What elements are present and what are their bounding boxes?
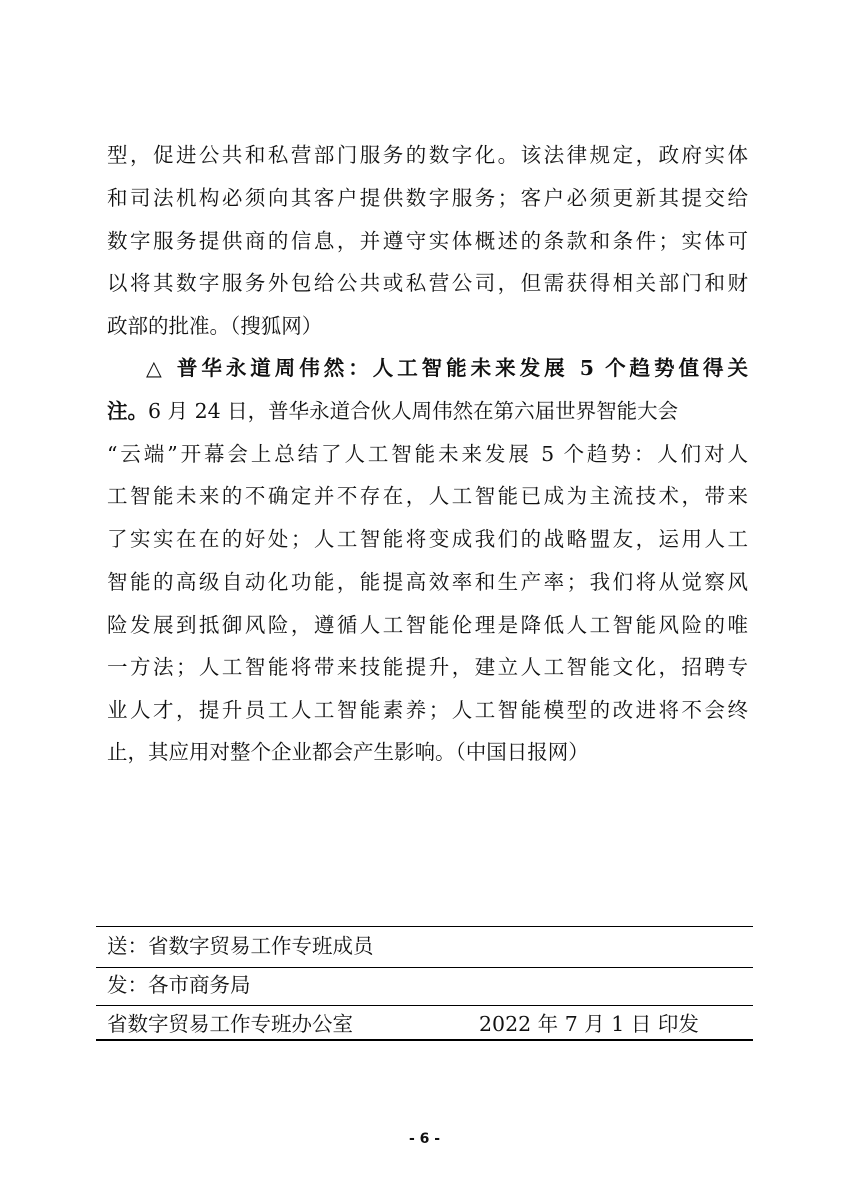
footer-bottom-rule xyxy=(96,1039,753,1041)
paragraph-1-line-5: 政部的批准。（搜狐网） xyxy=(107,314,323,338)
news-heading: △ 普华永道周伟然：人工智能未来发展 5 个趋势值得关 xyxy=(146,356,748,380)
paragraph-2-line-3: 了实实在在的好处；人工智能将变成我们的战略盟友，运用人工 xyxy=(107,527,748,551)
footer-top-rule xyxy=(96,926,753,927)
footer-middle-rule xyxy=(96,967,753,968)
news-heading-end: 注。 xyxy=(107,399,148,423)
paragraph-2-line-5: 险发展到抵御风险，遵循人工智能伦理是降低人工智能风险的唯 xyxy=(107,613,748,637)
paragraph-2-line-2: 工智能未来的不确定并不存在，人工智能已成为主流技术，带来 xyxy=(107,484,748,508)
paragraph-2-line-7: 业人才，提升员工人工智能素养；人工智能模型的改进将不会终 xyxy=(107,698,748,722)
news-text-start: 6 月 24 日，普华永道合伙人周伟然在第六届世界智能大会 xyxy=(148,399,679,423)
paragraph-2-line-1: “云端”开幕会上总结了人工智能未来发展 5 个趋势：人们对人 xyxy=(107,442,748,466)
paragraph-2-line-6: 一方法；人工智能将带来技能提升，建立人工智能文化，招聘专 xyxy=(107,655,748,679)
distribute-to-line: 发：各市商务局 xyxy=(107,973,251,997)
issuer-name: 省数字贸易工作专班办公室 xyxy=(107,1012,353,1036)
news-heading-line-2 xyxy=(107,397,748,425)
paragraph-1-line-1: 型，促进公共和私营部门服务的数字化。该法律规定，政府实体 xyxy=(107,143,748,167)
page-number: - 6 - xyxy=(408,1131,441,1147)
issue-date: 2022 年 7 月 1 日 印发 xyxy=(479,1012,699,1036)
paragraph-2-line-8: 止，其应用对整个企业都会产生影响。（中国日报网） xyxy=(107,740,589,764)
paragraph-2-line-4: 智能的高级自动化功能，能提高效率和生产率；我们将从觉察风 xyxy=(107,570,748,594)
send-to-line: 送：省数字贸易工作专班成员 xyxy=(107,934,374,958)
paragraph-1-line-4: 以将其数字服务外包给公共或私营公司，但需获得相关部门和财 xyxy=(107,271,748,295)
paragraph-1-line-3: 数字服务提供商的信息，并遵守实体概述的条款和条件；实体可 xyxy=(107,229,748,253)
footer-issuer-rule xyxy=(96,1005,753,1006)
paragraph-1-line-2: 和司法机构必须向其客户提供数字服务；客户必须更新其提交给 xyxy=(107,186,748,210)
